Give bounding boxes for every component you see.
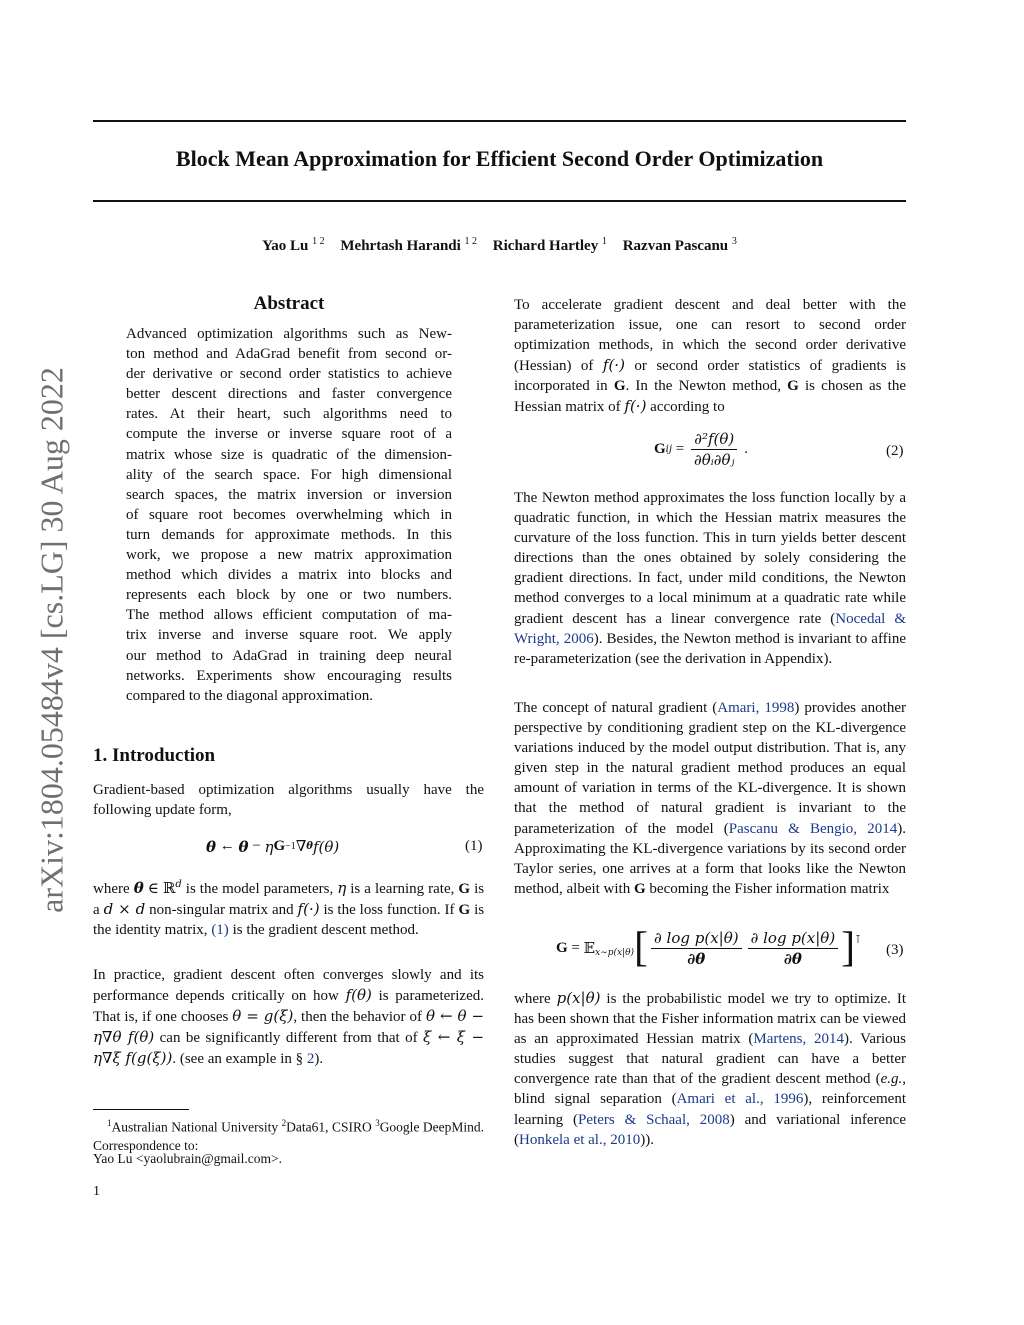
abstract-heading: Abstract (253, 293, 325, 314)
abstract-line: Advanced optimization algorithms such as New- (126, 326, 452, 342)
author: Yao Lu $^{1 2}$ (262, 236, 325, 254)
abstract-line: work, we propose a new matrix approximation (126, 547, 452, 564)
author-list (93, 236, 906, 255)
abstract-line: ality of the search space. For high dimensional (126, 466, 452, 483)
section-reference-link[interactable]: 2 (306, 1051, 315, 1068)
right-paragraph-3: The concept of natural gradient (Amari, 1998) provides another perspective by conditioning gradient step on the KL-divergence variations induced by the model output distribution. That is, any given step in the natural gradient method produces an equal amount of variation in terms of the KL-divergence. It is shown that the method of natural gradient is invariant to the parameterization of the model (Pascanu & Bengio, 2014). Approximating the KL-divergence variations by its second order Taylor series, one arrives at a form that looks like the Newton method, albeit with G becoming the Fisher information matrix (514, 700, 906, 897)
abstract-line: represents each block by one or two numbers. (126, 587, 452, 604)
fisher-fraction-1: $\frac{\text{∂ log p(x|θ)}}{\partial\theta}$ (651, 929, 742, 968)
title-top-rule (93, 120, 906, 122)
abstract-line: our method to AdaGrad in training deep neural (126, 647, 452, 664)
abstract-line: turn demands for approximate methods. In this (126, 526, 452, 543)
title-bottom-rule (93, 200, 906, 202)
equation-1-number: (1) (465, 838, 483, 854)
intro-paragraph-1: Gradient-based optimization algorithms usually have the following update form, (93, 782, 484, 819)
citation-link[interactable]: Nocedal & Wright, 2006 (514, 610, 906, 647)
abstract-line: The method allows efficient computation of ma- (126, 607, 452, 624)
footnote-contact: Yao Lu <yaolubrain@gmail.com>. (93, 1151, 283, 1166)
citation-link[interactable]: Amari et al., 1996 (676, 1091, 804, 1108)
hessian-fraction: $\frac{\text{∂²f(θ)}}{\text{∂θᵢ∂θⱼ}}$ (691, 430, 738, 469)
equation-reference-link[interactable]: (1) (211, 922, 229, 939)
arxiv-stamp: arXiv:1804.05484v4 [cs.LG] 30 Aug 2022 (33, 367, 70, 913)
equation-2: G ij = $\frac{\text{∂²f(θ)}}{\text{∂θᵢ∂θⱼ}}$ . (654, 430, 749, 469)
right-paragraph-2: The Newton method approximates the loss function locally by a quadratic function, in which the Hessian matrix measures the curvature of the loss function. This in turn yields better descent directions than the ones obtained by solely considering the gradient directions. In fact, under mild conditions, the Newton method converges to a local minimum at a quadratic rate while gradient descent has a linear convergence rate (Nocedal & Wright, 2006). Besides, the Newton method is invariant to affine re-parameterization (see the derivation in Appendix). (514, 490, 906, 667)
section-heading-introduction: 1. Introduction (93, 745, 216, 766)
citation-link[interactable]: Pascanu & Bengio, 2014 (728, 820, 898, 837)
equation-3: G = 𝔼 $_{x\sim p(x|\theta)}$ [ $\frac{\text{∂ log p(x|θ)}}{\partial\theta}$ $\frac{\text{∂ log p(x|θ)}}{\partial\theta}$ ] ⊺ (556, 925, 861, 971)
intro-paragraph-3: In practice, gradient descent often converges slowly and its performance depends critically on how f(θ) is parameterized. That is, if one chooses θ = g(ξ), then the behavior of θ ← θ − η∇θ f(θ) can be significantly different from that of ξ ← ξ − η∇ξ f(g(ξ)). (see an example in § 2). (93, 967, 485, 1068)
citation-link[interactable]: Honkela et al., 2010 (519, 1131, 641, 1148)
citation-link[interactable]: Peters & Schaal, 2008 (578, 1111, 730, 1128)
author: Razvan Pascanu $^3$ (622, 236, 737, 254)
abstract-line: search spaces, the matrix inversion or inversion (126, 486, 452, 503)
right-paragraph-4: where p(x|θ) is the probabilistic model we try to optimize. It has been shown that the Fisher information matrix can be viewed as an approximated Hessian matrix (Martens, 2014). Various studies suggest that natural gradient can have a better convergence rate than that of the gradient descent method (e.g., blind signal separation (Amari et al., 1996), reinforcement learning (Peters & Schaal, 2008) and variational inference (Honkela et al., 2010)). (514, 989, 907, 1148)
footnote-rule (93, 1109, 189, 1110)
fisher-fraction-2: $\frac{\text{∂ log p(x|θ)}}{\partial\theta}$ (748, 929, 839, 968)
author: Mehrtash Harandi $^{1 2}$ (340, 236, 478, 254)
paper-title: Block Mean Approximation for Efficient Second Order Optimization (175, 146, 824, 171)
abstract-line: der derivative or second order statistics to achieve (126, 366, 452, 383)
abstract-line: rates. At their heart, such algorithms need to (126, 406, 452, 423)
equation-2-number: (2) (886, 443, 904, 459)
intro-paragraph-2: where θ ∈ ℝ$^d$ is the model parameters, η is a learning rate, G is a d × d non-singular matrix and f(·) is the loss function. If G is the identity matrix, (1) is the gradient descent method. (93, 879, 485, 939)
equation-3-number: (3) (886, 942, 904, 958)
footnote: $^1$Australian National University $^2$Data61, CSIRO $^3$Google DeepMind. Correspondence to: (93, 1118, 485, 1153)
citation-link[interactable]: Martens, 2014 (753, 1031, 844, 1048)
abstract-line: ton method and AdaGrad benefit from second or- (126, 346, 452, 363)
author: Richard Hartley $^1$ (492, 236, 607, 254)
abstract-line: matrix whose size is quadratic of the dimension- (126, 446, 452, 463)
abstract-line: better descent directions and faster convergence (126, 386, 452, 403)
abstract-line: compute the inverse or inverse square root of a (126, 426, 452, 443)
abstract-body (126, 324, 452, 706)
right-paragraph-1: To accelerate gradient descent and deal better with the parameterization issue, one can resort to second order optimization methods, in which the second order derivative (Hessian) of f(·) or second order statistics of gradients is incorporated in G. In the Newton method, G is chosen as the Hessian matrix of f(·) according to (514, 297, 907, 416)
abstract-line: of square root becomes overwhelming which in (126, 506, 452, 523)
equation-1: θ ← θ − η G −1 ∇ θ f (θ) (206, 837, 340, 856)
abstract-line: compared to the diagonal approximation. (126, 687, 374, 704)
abstract-line: networks. Experiments show encouraging results (126, 667, 452, 684)
citation-link[interactable]: Amari, 1998 (717, 700, 795, 716)
abstract-line: trix inverse and inverse square root. We apply (126, 627, 452, 644)
page-number: 1 (93, 1184, 100, 1199)
abstract-line: method which divides a matrix into blocks and (126, 567, 452, 584)
